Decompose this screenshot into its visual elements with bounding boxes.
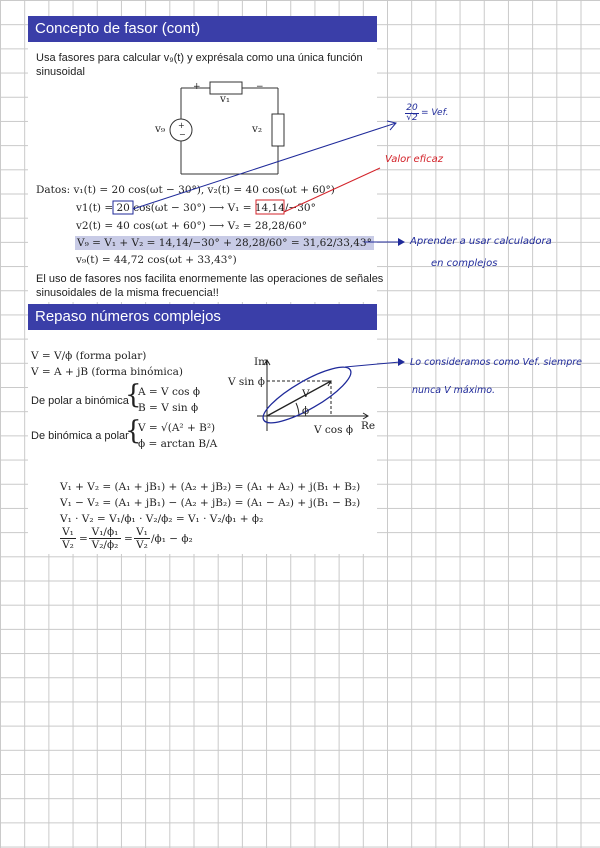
label-v2: v₂ xyxy=(252,123,263,135)
im-axis-label: Im xyxy=(254,356,269,368)
re-axis-label: Re xyxy=(361,420,376,432)
blue-ellipse-line xyxy=(345,362,400,367)
op-product: V₁ · V₂ = V₁/ϕ₁ · V₂/ϕ₂ = V₁ · V₂/ϕ₁ + ϕ₂ xyxy=(60,513,264,525)
phi-label: ϕ xyxy=(302,405,310,417)
polar-form: V = V/ϕ (forma polar) xyxy=(31,350,147,362)
hand-fraction-eq: = Vef. xyxy=(421,108,449,118)
b2p-eq2: ϕ = arctan B/A xyxy=(138,438,218,450)
equation-vg-time: v₉(t) = 44,72 cos(ωt + 33,43°) xyxy=(76,254,237,266)
frac-num: V₁ xyxy=(60,526,76,539)
v-label: V xyxy=(302,388,310,400)
frac-num: V₁/ϕ₁ xyxy=(89,526,121,539)
conclusion-text: El uso de fasores nos facilita enormemente las operaciones de señales xyxy=(36,273,384,285)
hand-consideramos: Lo consideramos como Vef. siempre xyxy=(410,357,583,368)
vcos-label: V cos ϕ xyxy=(314,424,354,436)
b2p-eq1: V = √(A² + B²) xyxy=(138,422,216,434)
hand-aprender-cont: en complejos xyxy=(431,258,498,269)
minus-sign: − xyxy=(256,82,264,92)
instruction-text-cont: sinusoidal xyxy=(36,66,85,78)
conclusion-text-cont: sinusoidales de la misma frecuencia!! xyxy=(36,287,219,299)
op-difference: V₁ − V₂ = (A₁ + jB₁) − (A₂ + jB₂) = (A₁ − A₂) + j(B₁ − B₂) xyxy=(60,497,361,509)
equation-vg-highlighted: V₉ = V₁ + V₂ = 14,14/−30° + 28,28/60° = 31,62/33,43° xyxy=(77,237,372,249)
hand-fraction xyxy=(405,104,419,123)
hand-aprender: Aprender a usar calculadora xyxy=(410,236,552,247)
brace: { xyxy=(125,380,142,410)
brace: { xyxy=(125,416,142,446)
equation-v1: v1(t) = 20 cos(ωt − 30°) ⟶ V₁ = 14,14/−30° xyxy=(76,202,316,214)
instruction-text: Usa fasores para calcular v₉(t) y exprésala como una única función xyxy=(36,52,363,64)
box-20 xyxy=(113,201,133,214)
source-minus: − xyxy=(179,130,186,139)
op-sum: V₁ + V₂ = (A₁ + jB₁) + (A₂ + jB₂) = (A₁ + A₂) + j(B₁ + B₂) xyxy=(60,481,361,493)
source-plus: + xyxy=(178,121,185,130)
frac-angle: /ϕ₁ − ϕ₂ xyxy=(151,533,193,545)
p2b-eq2: B = V sin ϕ xyxy=(138,402,199,414)
frac-den: V₂ xyxy=(62,539,74,551)
frac-den: V₂/ϕ₂ xyxy=(91,539,119,551)
binomic-form: V = A + jB (forma binómica) xyxy=(31,366,184,378)
equation-v2: v2(t) = 40 cos(ωt + 60°) ⟶ V₂ = 28,28/60° xyxy=(76,220,308,232)
frac-den: V₂ xyxy=(136,539,148,551)
slide-title: Repaso números complejos xyxy=(28,304,377,330)
datos-line: Datos: v₁(t) = 20 cos(ωt − 30°), v₂(t) = 40 cos(ωt + 60°) xyxy=(36,184,335,196)
plus-sign: + xyxy=(193,82,201,92)
slide-title: Concepto de fasor (cont) xyxy=(28,16,377,42)
slide-complejos: Repaso números complejos V = V/ϕ (forma polar) V = A + jB (forma binómica) De polar a binómica { A = V cos ϕ B = V sin ϕ De binómica a polar { V = √(A² + B²) ϕ = arctan B/A Im Re V sin ϕ V cos ϕ V ϕ V₁ + V₂ = (A₁ + jB₁) + (A₂ + jB₂) = (A₁ + A₂) + j(B₁ + B₂) V₁ − V₂ = (A₁ + jB₁) − (A₂ + jB₂) = (A₁ − A₂) + j(B₁ − B₂) V₁ · V₂ = V₁/ϕ₁ · V₂/ϕ₂ = V₁ · V₂/ϕ₁ + ϕ₂ $\frac{\text{V₁}}{\text{V₂}}$ = $\frac{\text{V₁/ϕ₁}}{\text{V₂/ϕ₂}}$ = $\frac{\text{V₁}}{\text{V₂}}$ /ϕ₁ − ϕ₂ xyxy=(28,304,377,554)
label-v1: v₁ xyxy=(220,93,231,105)
binomic-to-polar-label: De binómica a polar xyxy=(31,430,129,442)
box-14-14 xyxy=(256,200,284,214)
hand-consideramos-cont: nunca V máximo. xyxy=(412,385,496,396)
p2b-eq1: A = V cos ϕ xyxy=(138,386,201,398)
hand-valor-eficaz: Valor eficaz xyxy=(385,154,444,165)
vsin-label: V sin ϕ xyxy=(228,376,265,388)
polar-to-binomic-label: De polar a binómica xyxy=(31,395,129,407)
frac-num: V₁ xyxy=(134,526,150,539)
blue-pointer-line xyxy=(133,123,396,209)
label-vg: v₉ xyxy=(155,123,166,135)
red-pointer-line xyxy=(284,168,380,212)
fraction-num: 20 xyxy=(406,103,418,113)
fraction-den: √2 xyxy=(406,113,418,123)
